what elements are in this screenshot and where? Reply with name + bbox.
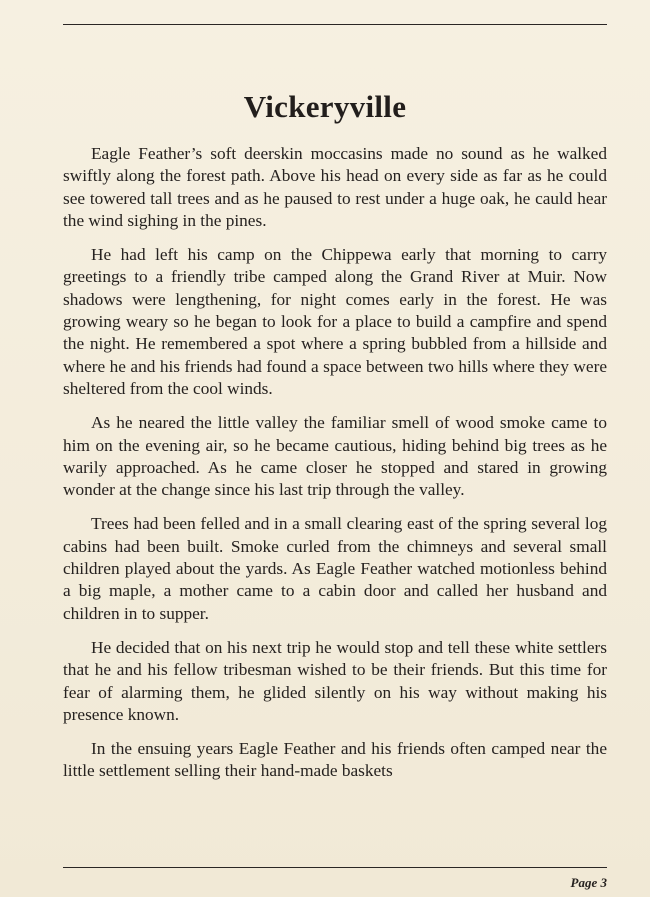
paragraph-1: Eagle Feather’s soft deerskin moccasins made no sound as he walked swiftly along the forest path. Above his head on every side as far as he could see towered tall trees and as he paused to rest under a huge oak, he cauld hear the wind sighing in the pines. — [63, 144, 607, 230]
body-text — [63, 143, 607, 795]
page-title: Vickeryville — [243, 88, 407, 124]
paragraph-4: Trees had been felled and in a small clearing east of the spring several log cabins had been built. Smoke curled from the chimneys and several small children played about the yards. As Eagle Feather watched motionless behind a big maple, a mother came to a cabin door and called her husband and children in to supper. — [63, 514, 607, 623]
paragraph-6: In the ensuing years Eagle Feather and his friends often camped near the little settlement selling their hand-made baskets — [63, 739, 607, 781]
paragraph-2: He had left his camp on the Chippewa early that morning to carry greetings to a friendly tribe camped along the Grand River at Muir. Now shadows were lengthening, for night comes early in the forest. He was growing weary so he began to look for a place to build a campfire and spend the night. He remembered a spot where a spring bubbled from a hillside and where he and his friends had found a space between two hills where they were sheltered from the cool winds. — [63, 245, 607, 398]
paragraph-5: He decided that on his next trip he would stop and tell these white settlers that he and his fellow tribesman wished to be their friends. But this time for fear of alarming them, he glided silently on his way without making his presence known. — [63, 637, 607, 724]
page-number: Page 3 — [570, 875, 607, 890]
top-rule — [63, 24, 607, 25]
bottom-rule — [63, 867, 607, 868]
paragraph-3: As he neared the little valley the familiar smell of wood smoke came to him on the evening air, so he became cautious, hiding behind big trees as he warily approached. As he came closer he stopped and stared in growing wonder at the change since his last trip through the valley. — [63, 413, 607, 500]
